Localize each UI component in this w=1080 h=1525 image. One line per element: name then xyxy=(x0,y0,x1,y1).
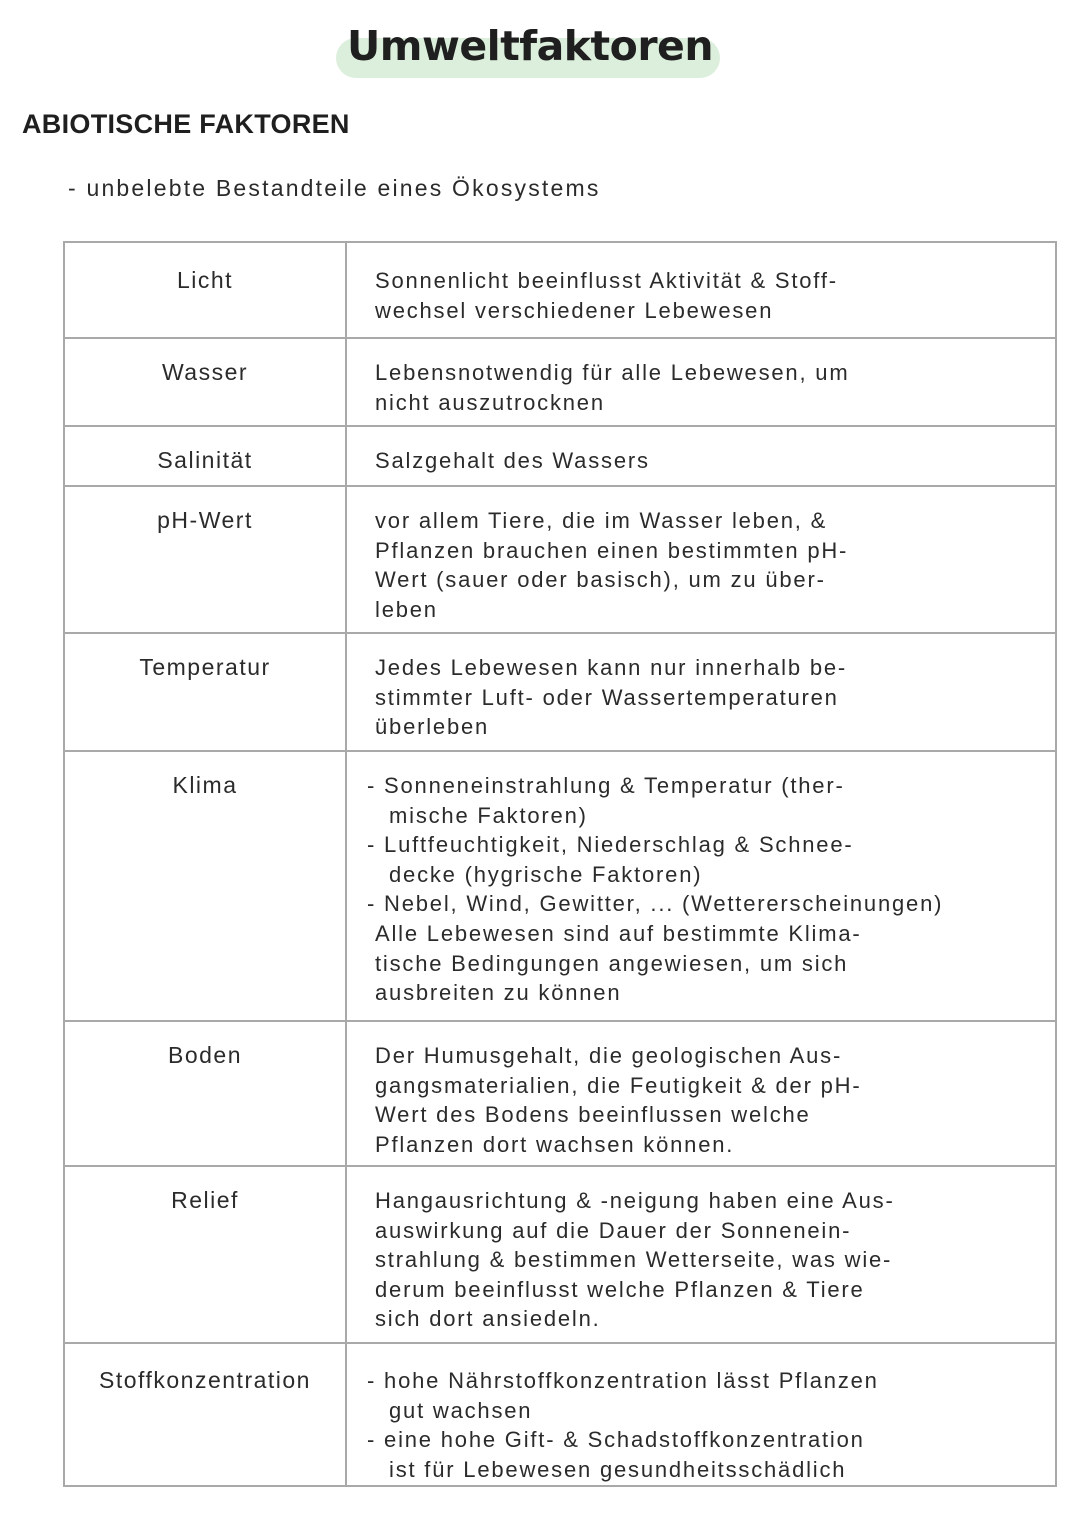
description-line: sich dort ansiedeln. xyxy=(375,1306,601,1332)
description-line: mische Faktoren) xyxy=(389,802,588,828)
factor-description xyxy=(347,243,1055,337)
description-line: tische Bedingungen angewiesen, um sich xyxy=(375,950,849,976)
factor-name: Boden xyxy=(65,1022,347,1165)
factor-name: Relief xyxy=(65,1167,347,1342)
section-heading: ABIOTISCHE FAKTOREN xyxy=(22,109,350,139)
bullet-line: - eine hohe Gift- & Schadstoffkonzentration xyxy=(367,1427,865,1453)
description-line: decke (hygrische Faktoren) xyxy=(389,861,703,887)
table-row xyxy=(65,337,1055,425)
description-line: auswirkung auf die Dauer der Sonnenein- xyxy=(375,1217,852,1243)
table-row xyxy=(65,750,1055,1020)
factor-description xyxy=(347,427,1055,485)
description-line: vor allem Tiere, die im Wasser leben, & xyxy=(375,508,828,533)
table-row xyxy=(65,1342,1055,1485)
factor-name: Wasser xyxy=(65,339,347,425)
table-row xyxy=(65,485,1055,632)
factor-description xyxy=(347,634,1055,750)
description-line: Hangausrichtung & -neigung haben eine Aus- xyxy=(375,1188,895,1213)
factor-name: pH-Wert xyxy=(65,487,347,632)
table-row xyxy=(65,632,1055,750)
description-line: derum beeinflusst welche Pflanzen & Tiere xyxy=(375,1276,865,1302)
description-line: ist für Lebewesen gesundheitsschädlich xyxy=(389,1456,847,1482)
factor-description xyxy=(347,339,1055,425)
factor-name: Licht xyxy=(65,243,347,337)
description-line: Wert (sauer oder basisch), um zu über- xyxy=(375,567,826,593)
description-line: Salzgehalt des Wassers xyxy=(375,448,650,473)
description-line: Pflanzen brauchen einen bestimmten pH- xyxy=(375,537,849,563)
description-line: Wert des Bodens beeinflussen welche xyxy=(375,1102,811,1128)
description-line: überleben xyxy=(375,714,490,740)
description-line: Sonnenlicht beeinflusst Aktivität & Stoff- xyxy=(375,268,838,293)
factor-name: Klima xyxy=(65,752,347,1020)
page-title: Umweltfaktoren xyxy=(346,22,714,70)
factors-table xyxy=(63,241,1057,1487)
description-line: Jedes Lebewesen kann nur innerhalb be- xyxy=(375,655,848,680)
description-line: gangsmaterialien, die Feutigkeit & der pH- xyxy=(375,1072,862,1098)
table-row xyxy=(65,243,1055,337)
factor-description xyxy=(347,1022,1055,1165)
factor-name: Stoffkonzentration xyxy=(65,1344,347,1485)
bullet-line: - Luftfeuchtigkeit, Niederschlag & Schnee- xyxy=(367,832,854,858)
bullet-line: - hohe Nährstoffkonzentration lässt Pflanzen xyxy=(367,1368,879,1393)
table-row xyxy=(65,425,1055,485)
bullet-line: - Sonneneinstrahlung & Temperatur (ther- xyxy=(367,773,845,798)
factor-name: Salinität xyxy=(65,427,347,485)
description-line: wechsel verschiedener Lebewesen xyxy=(375,297,774,323)
description-line: Pflanzen dort wachsen können. xyxy=(375,1131,735,1157)
factor-description xyxy=(347,1167,1055,1342)
table-row xyxy=(65,1020,1055,1165)
factor-description xyxy=(347,752,1055,1020)
description-line: Alle Lebewesen sind auf bestimmte Klima- xyxy=(375,920,862,946)
table-row xyxy=(65,1165,1055,1342)
description-line: nicht auszutrocknen xyxy=(375,389,605,415)
description-line: Der Humusgehalt, die geologischen Aus- xyxy=(375,1043,843,1068)
description-line: ausbreiten zu können xyxy=(375,980,622,1006)
description-line: leben xyxy=(375,596,438,622)
factor-description xyxy=(347,487,1055,632)
factor-description xyxy=(347,1344,1055,1485)
factor-name: Temperatur xyxy=(65,634,347,750)
bullet-line: - Nebel, Wind, Gewitter, ... (Wettererscheinungen) xyxy=(367,891,944,917)
definition-text: - unbelebte Bestandteile eines Ökosystems xyxy=(68,175,601,201)
description-line: stimmter Luft- oder Wassertemperaturen xyxy=(375,684,839,710)
description-line: gut wachsen xyxy=(389,1397,533,1423)
description-line: strahlung & bestimmen Wetterseite, was wie- xyxy=(375,1247,893,1273)
description-line: Lebensnotwendig für alle Lebewesen, um xyxy=(375,360,850,385)
